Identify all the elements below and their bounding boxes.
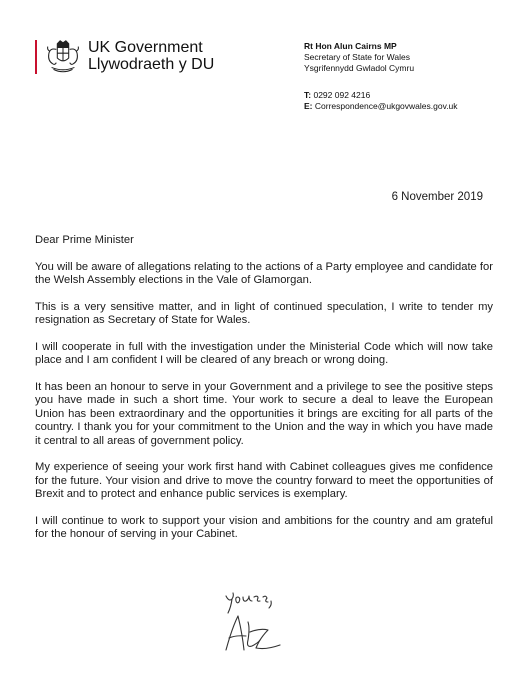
email-address: Correspondence@ukgovwales.gov.uk [314,101,458,111]
paragraph: I will cooperate in full with the investigation under the Ministerial Code which will now take place and I am confident I will be cleared of any breach or wrong doing. [35,340,493,366]
paragraph: It has been an honour to serve in your Government and a privilege to see the positive steps you have made in such a short time. Your work to secure a deal to leave the European Union has been extraordinary and the opportunities it brings are exciting for all parts of the country. I thank you for your commitment to the Union and the way in which you have made it central to all areas of government policy. [35,380,493,447]
logo-accent-bar [35,40,37,74]
phone-line [304,90,458,101]
sender-name: Rt Hon Alun Cairns MP [304,41,397,51]
department-name-welsh: Llywodraeth y DU [88,56,215,73]
sender-title-welsh: Ysgrifennydd Gwladol Cymru [304,63,415,73]
paragraph: My experience of seeing your work first hand with Cabinet colleagues gives me confidence for the future. Your vision and drive to move the country forward to meet the opportunities of Brexit and to protect and enhance public services is exemplary. [35,461,493,500]
paragraph: I will continue to work to support your vision and ambitions for the country and am grateful for the honour of serving in your Cabinet. [35,514,493,540]
email-label: E: [304,101,313,111]
department-name-english: UK Government [88,39,203,56]
salutation: Dear Prime Minister [35,234,134,246]
phone-label: T: [304,90,312,100]
royal-coat-of-arms-icon [44,38,82,76]
sender-title-english: Secretary of State for Wales [304,52,410,62]
letter-date: 6 November 2019 [391,191,483,203]
sender-block [304,41,414,74]
department-name [88,39,214,73]
phone-number: 0292 092 4216 [313,90,371,100]
email-line [304,101,458,112]
letter-body [35,234,493,555]
handwritten-signature [222,588,302,664]
contact-block [304,90,458,112]
paragraph: You will be aware of allegations relating to the actions of a Party employee and candidate for the Welsh Assembly elections in the Vale of Glamorgan. [35,260,493,286]
paragraph: This is a very sensitive matter, and in light of continued speculation, I write to tender my resignation as Secretary of State for Wales. [35,300,493,326]
